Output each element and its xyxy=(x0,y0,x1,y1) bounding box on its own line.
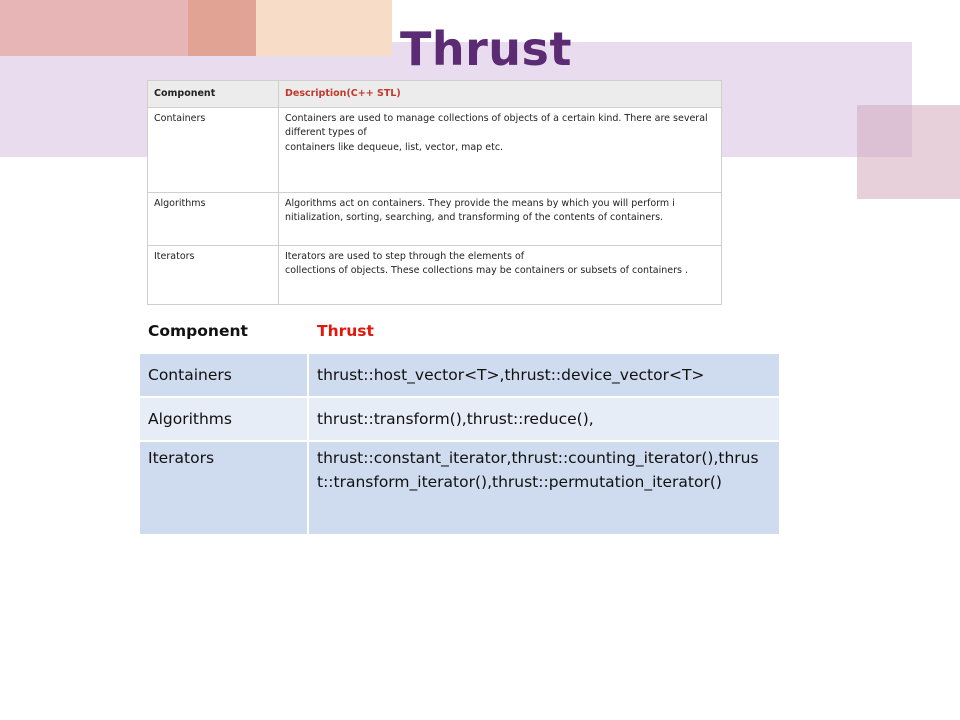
thrust-header-thrust: Thrust xyxy=(317,321,374,340)
table-row xyxy=(140,397,779,441)
table-row xyxy=(140,353,779,397)
decor-square-right-overlap xyxy=(857,105,912,157)
stl-cell-component: Algorithms xyxy=(148,193,279,246)
table-row xyxy=(148,193,722,246)
thrust-cell-component: Algorithms xyxy=(140,397,308,441)
stl-cell-component: Iterators xyxy=(148,246,279,305)
stl-header-description: Description(C++ STL) xyxy=(279,81,722,108)
stl-components-table xyxy=(147,80,722,305)
stl-table-header xyxy=(148,81,722,108)
thrust-cell-component: Containers xyxy=(140,353,308,397)
thrust-cell-api: thrust::constant_iterator,thrust::counting_iterator(),thrust::transform_iterator(),thrust::permutation_iterator() xyxy=(308,441,779,534)
table-row xyxy=(148,246,722,305)
thrust-components-table xyxy=(140,312,779,534)
decor-square-peach xyxy=(256,0,392,56)
stl-cell-description xyxy=(279,246,722,305)
stl-cell-description xyxy=(279,108,722,193)
thrust-table-header xyxy=(140,312,779,353)
table-row xyxy=(140,441,779,534)
thrust-header-component: Component xyxy=(140,312,308,353)
description-line: Iterators are used to step through the elements of xyxy=(285,251,525,262)
stl-header-component: Component xyxy=(148,81,279,108)
thrust-cell-component: Iterators xyxy=(140,441,308,534)
stl-cell-description xyxy=(279,193,722,246)
thrust-cell-api: thrust::host_vector<T>,thrust::device_vector<T> xyxy=(308,353,779,397)
stl-cell-component: Containers xyxy=(148,108,279,193)
slide-title: Thrust xyxy=(400,22,572,76)
description-line: containers like dequeue, list, vector, map etc. xyxy=(285,141,504,153)
description-line: Containers are used to manage collections of objects of a certain kind. There are several different types of xyxy=(285,113,708,139)
decor-square-salmon xyxy=(188,0,256,56)
description-line: Algorithms act on containers. They provide the means by which you will perform i nitialization, sorting, searching, and transforming of the contents of containers. xyxy=(285,198,675,224)
thrust-cell-api: thrust::transform(),thrust::reduce(), xyxy=(308,397,779,441)
decor-square-pink xyxy=(0,0,188,56)
table-row xyxy=(148,108,722,193)
description-line: collections of objects. These collections may be containers or subsets of containers . xyxy=(285,265,689,277)
